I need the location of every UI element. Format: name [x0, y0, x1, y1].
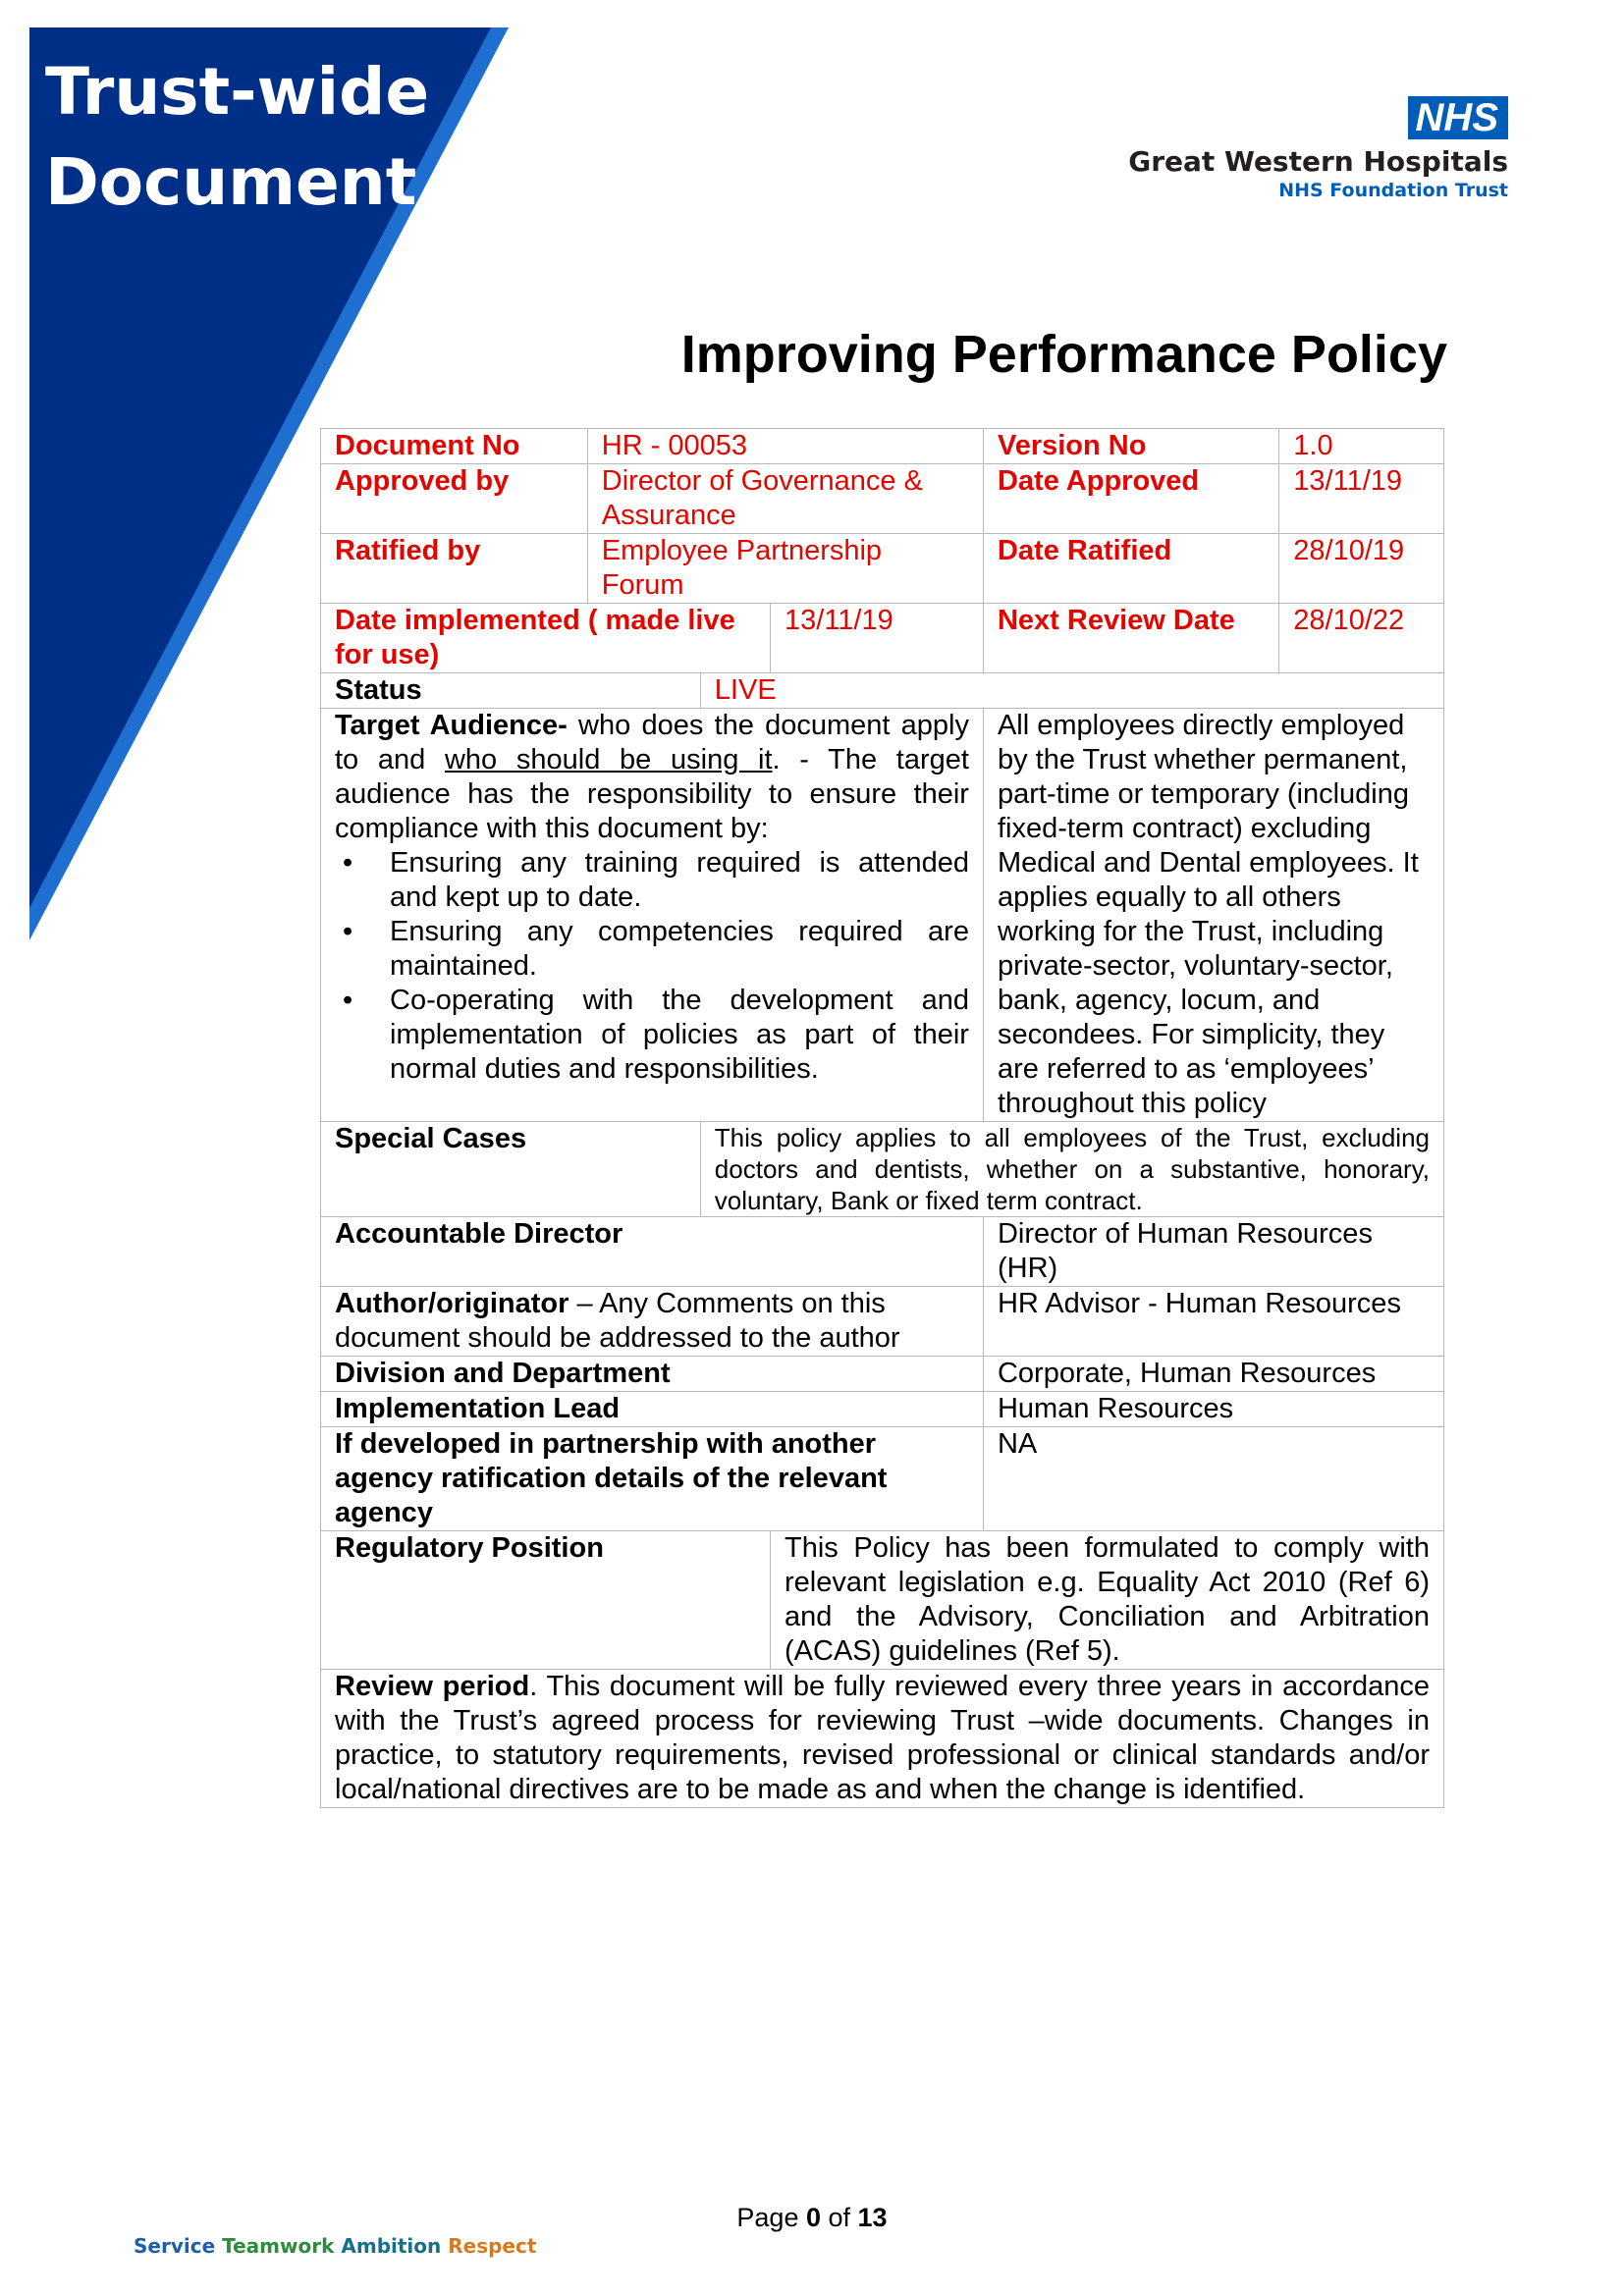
- page-word: Page: [736, 2203, 806, 2232]
- review-period-label: Review period: [335, 1671, 530, 1702]
- bullet-competencies: • Ensuring any competencies required are maintained.: [335, 915, 969, 984]
- status-label: Status: [321, 673, 701, 709]
- nhs-logo-box: NHS: [1408, 96, 1508, 139]
- regulatory-value: This Policy has been formulated to comply with relevant legislation e.g. Equality Act 2010 (Ref 6) and the Advisory, Conciliation and Arbitration (ACAS) guidelines (Ref 5).: [771, 1531, 1444, 1670]
- approved-by-value: Director of Governance & Assurance: [587, 464, 983, 534]
- row-ratified-by: [321, 534, 1444, 604]
- org-subtitle: NHS Foundation Trust: [1278, 180, 1508, 201]
- review-period-cell: [321, 1670, 1444, 1808]
- ratified-by-label: Ratified by: [321, 534, 588, 604]
- row-approved-by: [321, 464, 1444, 534]
- date-ratified-value: 28/10/19: [1279, 534, 1444, 604]
- nhs-logo: [1128, 96, 1508, 201]
- version-no-label: Version No: [983, 429, 1278, 464]
- status-value: LIVE: [700, 673, 1443, 709]
- target-audience-text-a: who does the document apply to and: [335, 710, 969, 775]
- target-audience-cell: [321, 709, 984, 1122]
- row-accountable-director: [321, 1217, 1444, 1287]
- date-ratified-label: Date Ratified: [983, 534, 1278, 604]
- row-special-cases: [321, 1122, 1444, 1217]
- trust-values: [134, 2234, 536, 2258]
- row-document-no: [321, 429, 1444, 464]
- date-implemented-value: 13/11/19: [771, 604, 984, 673]
- page-number: [0, 2203, 1624, 2233]
- row-status: [321, 673, 1444, 709]
- author-label: Author/originator: [335, 1288, 569, 1319]
- banner-line-1: Trust-wide: [45, 54, 430, 130]
- page-current: 0: [805, 2203, 821, 2232]
- row-date-implemented: [321, 604, 1444, 673]
- special-cases-label: Special Cases: [321, 1122, 701, 1217]
- implementation-lead-label: Implementation Lead: [321, 1392, 984, 1427]
- date-approved-label: Date Approved: [983, 464, 1278, 534]
- ratified-by-value: Employee Partnership Forum: [587, 534, 983, 604]
- partnership-value: NA: [983, 1427, 1443, 1531]
- details-grid-top: [320, 428, 1444, 1808]
- special-cases-value: This policy applies to all employees of the Trust, excluding doctors and dentists, whether on a substantive, honorary, voluntary, Bank or fixed term contract.: [700, 1122, 1443, 1217]
- date-implemented-label: Date implemented ( made live for use): [321, 604, 771, 673]
- regulatory-label: Regulatory Position: [321, 1531, 771, 1670]
- row-implementation-lead: [321, 1392, 1444, 1427]
- implementation-lead-value: Human Resources: [983, 1392, 1443, 1427]
- page-title: Improving Performance Policy: [680, 325, 1447, 384]
- bullet-cooperating: • Co-operating with the development and implementation of policies as part of their normal duties and responsibilities.: [335, 984, 969, 1087]
- org-name: Great Western Hospitals: [1128, 145, 1508, 178]
- banner-line-2: Document: [45, 144, 417, 220]
- page-total: 13: [857, 2203, 888, 2232]
- row-author: [321, 1287, 1444, 1357]
- document-details-table: [320, 428, 1444, 1808]
- date-approved-value: 13/11/19: [1279, 464, 1444, 534]
- target-audience-text-b: . - The target audience has the responsibility to ensure their compliance with this document by:: [335, 744, 969, 844]
- accountable-director-value: Director of Human Resources (HR): [983, 1217, 1443, 1287]
- division-value: Corporate, Human Resources: [983, 1357, 1443, 1392]
- document-no-label: Document No: [321, 429, 588, 464]
- target-audience-label: Target Audience-: [335, 710, 568, 741]
- document-no-value: HR - 00053: [587, 429, 983, 464]
- division-label: Division and Department: [321, 1357, 984, 1392]
- value-respect: Respect: [448, 2234, 537, 2258]
- author-value: HR Advisor - Human Resources: [983, 1287, 1443, 1357]
- next-review-value: 28/10/22: [1279, 604, 1444, 673]
- accountable-director-label: Accountable Director: [321, 1217, 984, 1287]
- row-review-period: [321, 1670, 1444, 1808]
- review-period-text: . This document will be fully reviewed every three years in accordance with the Trust’s agreed process for reviewing Trust –wide documents. Changes in practice, to statutory requirements, revised professional or clinical standards and/or local/national directives are to be made as and when the change is identified.: [335, 1671, 1430, 1805]
- value-service: Service: [134, 2234, 216, 2258]
- page-of: of: [821, 2203, 858, 2232]
- row-division: [321, 1357, 1444, 1392]
- next-review-label: Next Review Date: [983, 604, 1278, 673]
- row-target-audience: [321, 709, 1444, 1122]
- target-audience-bullets: [335, 846, 969, 1087]
- approved-by-label: Approved by: [321, 464, 588, 534]
- target-audience-underlined: who should be using it: [444, 744, 773, 775]
- bullet-training: • Ensuring any training required is attended and kept up to date.: [335, 846, 969, 915]
- row-regulatory: [321, 1531, 1444, 1670]
- version-no-value: 1.0: [1279, 429, 1444, 464]
- row-partnership: [321, 1427, 1444, 1531]
- target-audience-value: All employees directly employed by the Trust whether permanent, part-time or temporary (including fixed-term contract) excluding Medical and Dental employees. It applies equally to all others working for the Trust, including private-sector, voluntary-sector, bank, agency, locum, and secondees. For simplicity, they are referred to as ‘employees’ throughout this policy: [983, 709, 1443, 1122]
- value-teamwork: Teamwork: [222, 2234, 335, 2258]
- author-cell: [321, 1287, 984, 1357]
- author-text: – Any Comments on this document should be addressed to the author: [335, 1288, 900, 1354]
- partnership-label: If developed in partnership with another agency ratification details of the relevant agency: [321, 1427, 984, 1531]
- banner-title: [45, 47, 429, 228]
- value-ambition: Ambition: [341, 2234, 442, 2258]
